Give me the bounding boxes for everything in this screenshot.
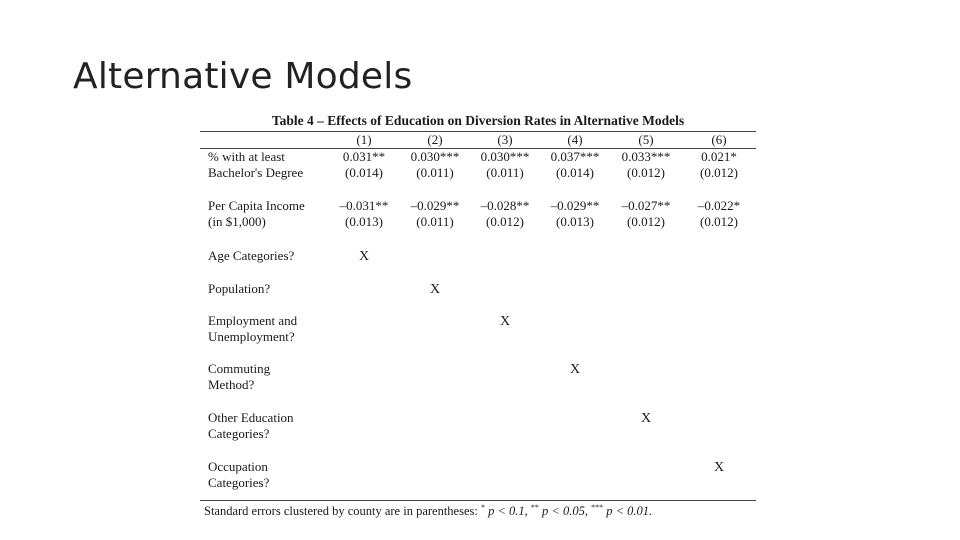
- row-label-line: Method?: [208, 377, 255, 392]
- table-cell: [328, 149, 400, 198]
- included-mark: X: [569, 362, 581, 377]
- standard-error: (0.013): [556, 214, 594, 229]
- table-cell: [540, 198, 610, 248]
- table-cell: [470, 281, 540, 313]
- results-body: [200, 149, 756, 500]
- column-header: (1): [356, 132, 372, 147]
- coefficient-estimate: –0.028**: [480, 198, 530, 213]
- footnote-text: Standard errors clustered by county are in parentheses:: [204, 504, 481, 519]
- table-cell: [682, 410, 756, 459]
- regression-table: [200, 110, 756, 519]
- control-row: [200, 361, 756, 410]
- coefficient-estimate: –0.027**: [621, 198, 671, 213]
- included-mark: X: [640, 411, 652, 426]
- table-cell: [470, 361, 540, 410]
- coefficient-row: [200, 198, 756, 248]
- table-cell: [328, 281, 400, 313]
- table-cell: [682, 149, 756, 198]
- table-cell: [400, 149, 470, 198]
- table-footnote: [200, 503, 756, 519]
- table-cell: [540, 313, 610, 361]
- row-label: [200, 313, 328, 361]
- column-header: (5): [638, 132, 654, 147]
- results-table: [200, 132, 756, 148]
- table-cell: [610, 313, 682, 361]
- table-caption: Table 4 – Effects of Education on Diversion Rates in Alternative Models: [271, 113, 685, 128]
- table-cell: [328, 459, 400, 500]
- coefficient-estimate: –0.029**: [410, 198, 460, 213]
- control-row: [200, 313, 756, 361]
- footnote-sig-mark: *: [480, 503, 485, 512]
- table-cell: [682, 313, 756, 361]
- table-cell: [610, 410, 682, 459]
- table-cell: [610, 361, 682, 410]
- table-cell: [682, 361, 756, 410]
- table-cell: [470, 410, 540, 459]
- table-cell: [610, 281, 682, 313]
- coefficient-estimate: 0.031**: [342, 149, 386, 164]
- row-label: [200, 198, 328, 248]
- standard-error: (0.012): [486, 214, 524, 229]
- table-cell: [610, 248, 682, 281]
- standard-error: (0.012): [627, 214, 665, 229]
- standard-error: (0.013): [345, 214, 383, 229]
- table-cell: [470, 248, 540, 281]
- row-label-line: Per Capita Income: [208, 198, 305, 213]
- footnote-sig-text: p < 0.01.: [603, 504, 653, 519]
- column-header: (3): [497, 132, 513, 147]
- table-cell: [540, 459, 610, 500]
- table-cell: [400, 361, 470, 410]
- row-label-line: Occupation: [208, 459, 268, 474]
- row-label-line: % with at least: [208, 149, 285, 164]
- table-cell: [610, 149, 682, 198]
- table-cell: [470, 313, 540, 361]
- coefficient-estimate: 0.030***: [480, 149, 530, 164]
- table-cell: [400, 410, 470, 459]
- table-cell: [328, 198, 400, 248]
- row-label-line: Age Categories?: [208, 248, 295, 263]
- control-row: [200, 459, 756, 500]
- table-cell: [400, 459, 470, 500]
- row-label: [200, 149, 328, 198]
- table-cell: [328, 361, 400, 410]
- footnote-sig-mark: **: [530, 503, 539, 512]
- row-label-line: Other Education: [208, 410, 294, 425]
- standard-error: (0.012): [700, 214, 738, 229]
- control-row: [200, 281, 756, 313]
- table-cell: [328, 313, 400, 361]
- row-label-line: Unemployment?: [208, 329, 295, 344]
- standard-error: (0.011): [416, 214, 454, 229]
- row-label-line: Categories?: [208, 475, 270, 490]
- coefficient-estimate: 0.033***: [621, 149, 671, 164]
- table-cell: [540, 149, 610, 198]
- coefficient-estimate: 0.021*: [701, 149, 737, 164]
- standard-error: (0.014): [345, 165, 383, 180]
- table-cell: [682, 198, 756, 248]
- row-label-line: (in $1,000): [208, 214, 266, 229]
- standard-error: (0.012): [700, 165, 738, 180]
- coefficient-estimate: 0.037***: [550, 149, 600, 164]
- standard-error: (0.011): [416, 165, 454, 180]
- slide-title: Alternative Models: [73, 56, 413, 97]
- row-label: [200, 248, 328, 281]
- standard-error: (0.012): [627, 165, 665, 180]
- table-cell: [682, 248, 756, 281]
- table-cell: [470, 198, 540, 248]
- table-cell: [470, 149, 540, 198]
- column-header: (4): [567, 132, 583, 147]
- row-label-line: Categories?: [208, 426, 270, 441]
- row-label-line: Bachelor's Degree: [208, 165, 304, 180]
- control-row: [200, 248, 756, 281]
- included-mark: X: [499, 314, 511, 329]
- coefficient-estimate: –0.022*: [697, 198, 741, 213]
- row-label-line: Commuting: [208, 361, 271, 376]
- coefficient-estimate: 0.030***: [410, 149, 460, 164]
- coefficient-estimate: –0.031**: [339, 198, 389, 213]
- table-cell: [610, 198, 682, 248]
- table-cell: [540, 410, 610, 459]
- coefficient-estimate: –0.029**: [550, 198, 600, 213]
- table-cell: [470, 459, 540, 500]
- table-cell: [400, 313, 470, 361]
- included-mark: X: [713, 460, 725, 475]
- column-header: (2): [427, 132, 443, 147]
- table-cell: [682, 459, 756, 500]
- standard-error: (0.011): [486, 165, 524, 180]
- row-label: [200, 459, 328, 500]
- row-label: [200, 361, 328, 410]
- table-cell: [540, 361, 610, 410]
- coefficient-row: [200, 149, 756, 198]
- bottom-rule: [200, 500, 756, 501]
- row-label: [200, 410, 328, 459]
- control-row: [200, 410, 756, 459]
- table-cell: [540, 281, 610, 313]
- table-cell: [328, 410, 400, 459]
- standard-error: (0.014): [556, 165, 594, 180]
- row-label: [200, 281, 328, 313]
- footnote-sig-mark: ***: [591, 503, 604, 512]
- column-header-row: [200, 132, 756, 148]
- table-cell: [400, 281, 470, 313]
- included-mark: X: [429, 282, 441, 297]
- footnote-sig-text: p < 0.05,: [538, 504, 592, 519]
- footnote-sig-text: p < 0.1,: [484, 504, 531, 519]
- row-label-line: Employment and: [208, 313, 298, 328]
- column-header: (6): [711, 132, 727, 147]
- table-cell: [610, 459, 682, 500]
- row-label-line: Population?: [208, 281, 271, 296]
- table-cell: [540, 248, 610, 281]
- table-cell: [682, 281, 756, 313]
- table-cell: [400, 248, 470, 281]
- included-mark: X: [358, 249, 370, 264]
- table-cell: [328, 248, 400, 281]
- table-cell: [400, 198, 470, 248]
